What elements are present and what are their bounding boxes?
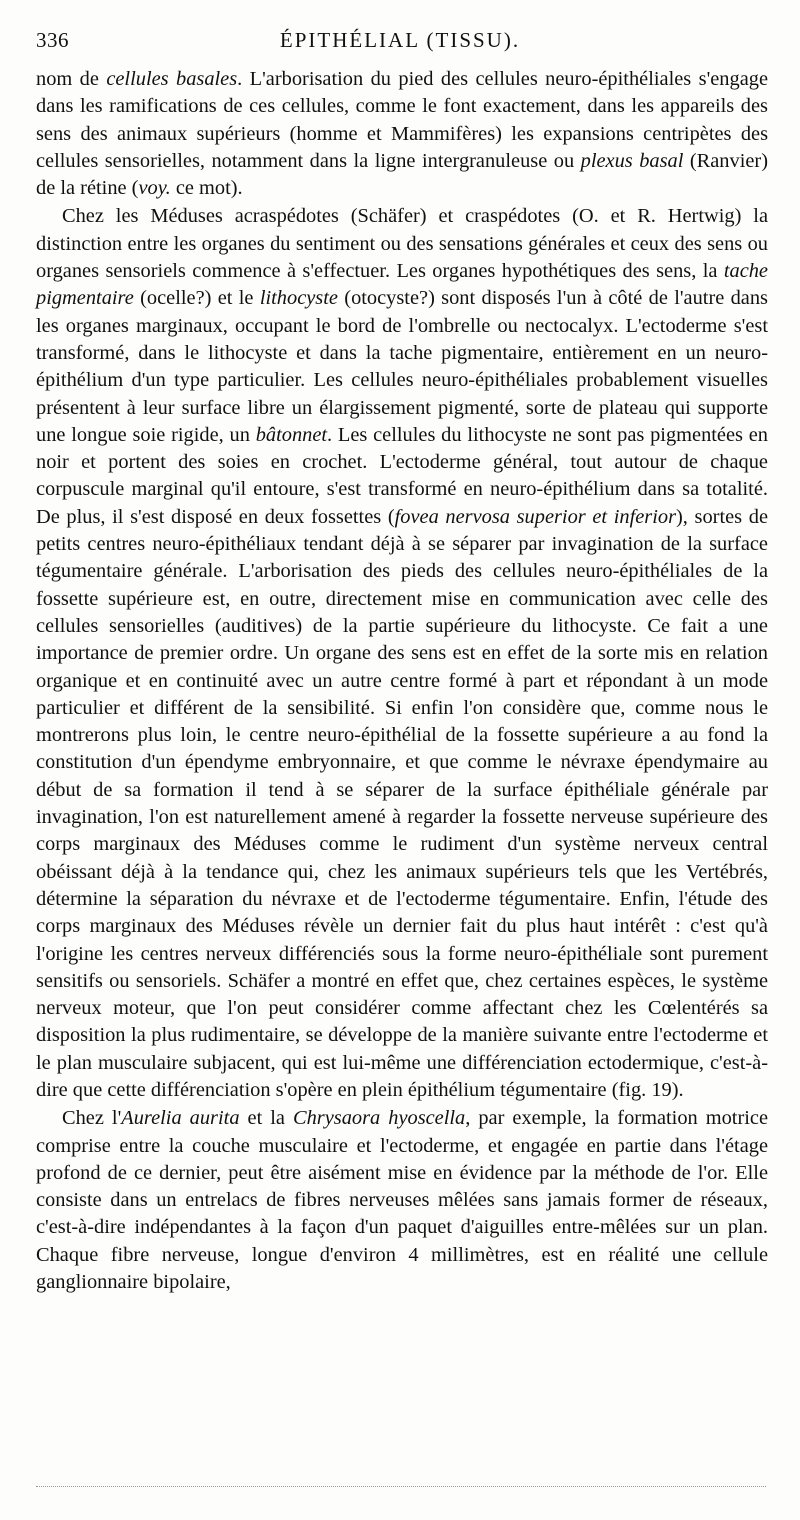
- italic-term: plexus basal: [580, 149, 684, 172]
- italic-term: voy.: [138, 177, 171, 200]
- italic-term: cellules basales: [106, 68, 238, 90]
- text-segment: (Ranvier) de la rétine (: [36, 149, 768, 200]
- paragraph: [36, 66, 768, 202]
- text-segment: ce mot).: [170, 177, 243, 200]
- paragraph: [36, 1105, 768, 1296]
- text-segment: (ocelle?) et le: [133, 287, 260, 310]
- running-title: ÉPITHÉLIAL (TISSU).: [279, 28, 521, 52]
- paragraph: [36, 203, 768, 1104]
- italic-term: bâtonnet: [255, 423, 328, 446]
- italic-term: lithocyste: [259, 287, 338, 310]
- italic-term: tache pigmentaire: [36, 260, 768, 310]
- text-segment: Chez l': [62, 1107, 122, 1130]
- italic-term: Aurelia aurita: [121, 1107, 240, 1130]
- text-segment: , par exemple, la formation motrice comprise entre la couche musculaire et l'ectoderme, et engagée en partie dans l'étage profond de ce dernier, peut être aisément mise en évidence par la méthode de l'or. Elle consiste dans un entrelacs de fibres nerveuses mêlées sans jamais former de réseaux, c'est-à-dire indépendantes à la façon d'un paquet d'aiguilles entre-mêlées sur un plan. Chaque fibre nerveuse, longue d'environ 4 millimètres, est en réalité une cellule ganglionnaire bipolaire,: [36, 1107, 768, 1294]
- page-header: [36, 24, 764, 60]
- text-segment: nom de: [36, 68, 107, 90]
- text-segment: ), sortes de petits centres neuro-épithéliaux tendant déjà à se séparer par invagination de la surface tégumentaire générale. L'arborisation des pieds des cellules neuro-épithéliales de la fossette supérieure est, en outre, directement mise en communication avec celle des cellules sensorielles (auditives) de la partie supérieure du lithocyste. Ce fait a une importance de premier ordre. Un organe des sens est en effet de la sorte mis en relation organique et en continuité avec un autre centre formé à part et répondant à un mode particulier et différent de la sensibilité. Si enfin l'on considère que, comme nous le montrerons plus loin, le centre neuro-épithélial de la fossette supérieure a au fond la constitution d'un épendyme embryonnaire, et que comme le névraxe épendymaire au début de sa formation il tend à se séparer de la surface épithéliale générale par invagination, l'on est naturellement amené à regarder la fossette nerveuse supérieure des corps marginaux des Méduses comme le rudiment d'un système nerveux central obéissant déjà à la tendance qui, chez les animaux supérieurs tels que les Vertébrés, détermine la séparation du névraxe et de l'ectoderme tégumentaire. Enfin, l'étude des corps marginaux des Méduses révèle un dernier fait du plus haut intérêt : c'est qu'à l'origine les centres nerveux différenciés sous la forme neuro-épithéliale sont purement sensitifs ou sensoriels. Schäfer a montré en effet que, chez certaines espèces, le système nerveux moteur, que l'on peut considérer comme affectant chez les Cœlentérés sa disposition la plus rudimentaire, se développe de la manière suivante entre l'ectoderme et le plan musculaire subjacent, qui est lui-même une différenciation ectodermique, c'est-à-dire que cette différenciation s'opère en plein épithélium tégumentaire (fig. 19).: [36, 505, 768, 1101]
- text-segment: . Les cellules du lithocyste ne sont pas pigmentées en noir et portent des soies en crochet. L'ectoderme général, tout autour de chaque corpuscule marginal qu'il entoure, s'est transformé en neuro-épithélium dans sa totalité. De plus, il s'est disposé en deux fossettes (: [36, 423, 768, 528]
- italic-term: fovea nervosa superior et inferior: [394, 505, 677, 528]
- page-number: 336: [36, 28, 69, 52]
- text-segment: . L'arborisation du pied des cellules neuro-épithéliales s'engage dans les ramifications de ces cellules, comme le font exactement, dans les appareils des sens des animaux supérieurs (homme et Mammifères) les expansions centripètes des cellules sensorielles, notamment dans la ligne intergranuleuse ou: [36, 68, 768, 172]
- body-text: [36, 66, 768, 1296]
- text-segment: et la: [239, 1107, 293, 1130]
- footer-rule: [36, 1486, 766, 1487]
- text-segment: Chez les Méduses acraspédotes (Schäfer) et craspédotes (O. et R. Hertwig) la distinction entre les organes du sentiment ou des sensations générales et ceux des sens ou organes sensoriels commence à s'effectuer. Les organes hypothétiques des sens, la: [36, 205, 768, 283]
- text-segment: (otocyste?) sont disposés l'un à côté de l'autre dans les organes marginaux, occupant le bord de l'ombrelle ou nectocalyx. L'ectoderme s'est transformé, dans le lithocyste et dans la tache pigmentaire, entièrement en un neuro-épithélium d'un type particulier. Les cellules neuro-épithéliales probablement visuelles présentent à leur surface libre un élargissement pigmenté, sorte de plateau qui supporte une longue soie rigide, un: [36, 287, 768, 446]
- italic-term: Chrysaora hyoscella: [293, 1107, 466, 1130]
